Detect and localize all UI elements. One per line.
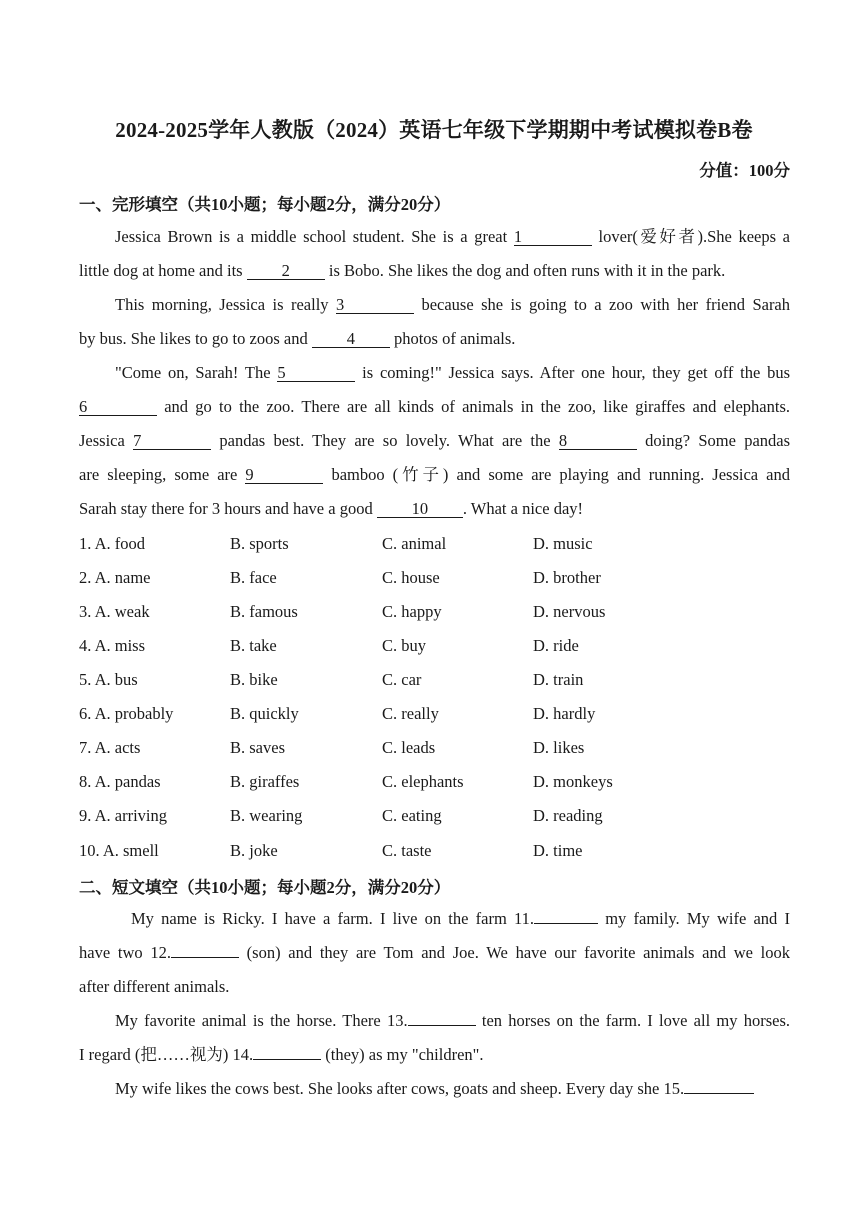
cloze-blank[interactable]: 1 [514, 228, 592, 246]
fill-blank[interactable] [408, 1025, 476, 1026]
option-d[interactable]: D. reading [533, 806, 603, 825]
option-a[interactable]: 5. A. bus [79, 670, 138, 689]
section1-heading: 一、完形填空（共10小题；每小题2分，满分20分） [79, 195, 451, 214]
option-a[interactable]: 4. A. miss [79, 636, 146, 655]
option-c[interactable]: C. buy [382, 636, 427, 655]
option-c[interactable]: C. elephants [382, 772, 464, 791]
option-a[interactable]: 2. A. name [79, 568, 151, 587]
option-b[interactable]: B. saves [230, 738, 285, 757]
score-label: 分值：100分 [699, 161, 790, 180]
page-title: 2024-2025学年人教版（2024）英语七年级下学期期中考试模拟卷B卷 [115, 118, 753, 142]
option-a[interactable]: 7. A. acts [79, 738, 141, 757]
passage2-line: after different animals. [79, 977, 230, 996]
passage2-line: have two 12. (son) and they are Tom and Joe. We have our favorite animals and we look [79, 943, 790, 962]
option-d[interactable]: D. nervous [533, 602, 606, 621]
options-row [79, 601, 790, 623]
option-d[interactable]: D. brother [533, 568, 601, 587]
passage1-line: Jessica 7 pandas best. They are so lovely. What are the 8 doing? Some pandas [79, 431, 791, 450]
passage2-line: I regard (把……视为) 14. (they) as my "children". [79, 1045, 484, 1064]
cloze-blank[interactable]: 6 [79, 398, 157, 416]
options-row [79, 771, 790, 793]
passage1-line: little dog at home and its 2 is Bobo. She likes the dog and often runs with it in the park. [79, 261, 726, 280]
option-c[interactable]: C. really [382, 704, 439, 723]
passage1-line: Sarah stay there for 3 hours and have a good 10 . What a nice day! [79, 499, 584, 518]
option-d[interactable]: D. train [533, 670, 584, 689]
cloze-blank[interactable]: 7 [133, 432, 211, 450]
options-row [79, 840, 790, 862]
passage2-line: My name is Ricky. I have a farm. I live on the farm 11. my family. My wife and I [131, 909, 790, 928]
cloze-blank[interactable]: 10 [377, 500, 463, 518]
option-b[interactable]: B. bike [230, 670, 278, 689]
passage1-line: "Come on, Sarah! The 5 is coming!" Jessica says. After one hour, they get off the bus [115, 363, 791, 382]
option-d[interactable]: D. monkeys [533, 772, 613, 791]
option-b[interactable]: B. sports [230, 534, 289, 553]
option-a[interactable]: 3. A. weak [79, 602, 150, 621]
option-d[interactable]: D. music [533, 534, 593, 553]
fill-blank[interactable] [684, 1093, 754, 1094]
option-d[interactable]: D. likes [533, 738, 585, 757]
options-row [79, 669, 790, 691]
option-b[interactable]: B. joke [230, 841, 278, 860]
option-d[interactable]: D. time [533, 841, 583, 860]
cloze-blank[interactable]: 9 [245, 466, 323, 484]
option-a[interactable]: 8. A. pandas [79, 772, 161, 791]
option-d[interactable]: D. ride [533, 636, 579, 655]
option-b[interactable]: B. famous [230, 602, 298, 621]
cloze-blank[interactable]: 2 [247, 262, 325, 280]
passage1-line: This morning, Jessica is really 3 because she is going to a zoo with her friend Sarah [115, 295, 791, 314]
option-c[interactable]: C. eating [382, 806, 442, 825]
option-c[interactable]: C. car [382, 670, 422, 689]
fill-blank[interactable] [534, 923, 598, 924]
options-row [79, 737, 790, 759]
passage1-line: are sleeping, some are 9 bamboo (竹子) and some are playing and running. Jessica and [79, 465, 790, 484]
option-b[interactable]: B. giraffes [230, 772, 300, 791]
options-row [79, 703, 790, 725]
cloze-blank[interactable]: 3 [336, 296, 414, 314]
option-b[interactable]: B. wearing [230, 806, 303, 825]
option-c[interactable]: C. house [382, 568, 440, 587]
options-row [79, 567, 790, 589]
fill-blank[interactable] [253, 1059, 321, 1060]
option-c[interactable]: C. taste [382, 841, 432, 860]
fill-blank[interactable] [171, 957, 239, 958]
option-c[interactable]: C. leads [382, 738, 436, 757]
passage1-line: by bus. She likes to go to zoos and 4 photos of animals. [79, 329, 516, 348]
option-c[interactable]: C. animal [382, 534, 447, 553]
cloze-blank[interactable]: 4 [312, 330, 390, 348]
passage1-line: 6 and go to the zoo. There are all kinds of animals in the zoo, like giraffes and elephants. [79, 397, 791, 416]
option-b[interactable]: B. take [230, 636, 277, 655]
passage2-line: My favorite animal is the horse. There 13. ten horses on the farm. I love all my horses. [115, 1011, 791, 1030]
passage1-line: Jessica Brown is a middle school student. She is a great 1 lover(爱好者).She keeps a [115, 227, 790, 246]
option-a[interactable]: 9. A. arriving [79, 806, 167, 825]
options-row [79, 533, 790, 555]
section2-heading: 二、短文填空（共10小题；每小题2分，满分20分） [79, 878, 451, 897]
options-row [79, 635, 790, 657]
passage2-line: My wife likes the cows best. She looks after cows, goats and sheep. Every day she 15. [79, 1078, 790, 1100]
option-a[interactable]: 6. A. probably [79, 704, 174, 723]
option-c[interactable]: C. happy [382, 602, 442, 621]
option-b[interactable]: B. face [230, 568, 277, 587]
option-b[interactable]: B. quickly [230, 704, 299, 723]
option-d[interactable]: D. hardly [533, 704, 596, 723]
cloze-blank[interactable]: 5 [277, 364, 355, 382]
option-a[interactable]: 10. A. smell [79, 841, 159, 860]
option-a[interactable]: 1. A. food [79, 534, 145, 553]
options-row [79, 805, 790, 827]
cloze-blank[interactable]: 8 [559, 432, 637, 450]
